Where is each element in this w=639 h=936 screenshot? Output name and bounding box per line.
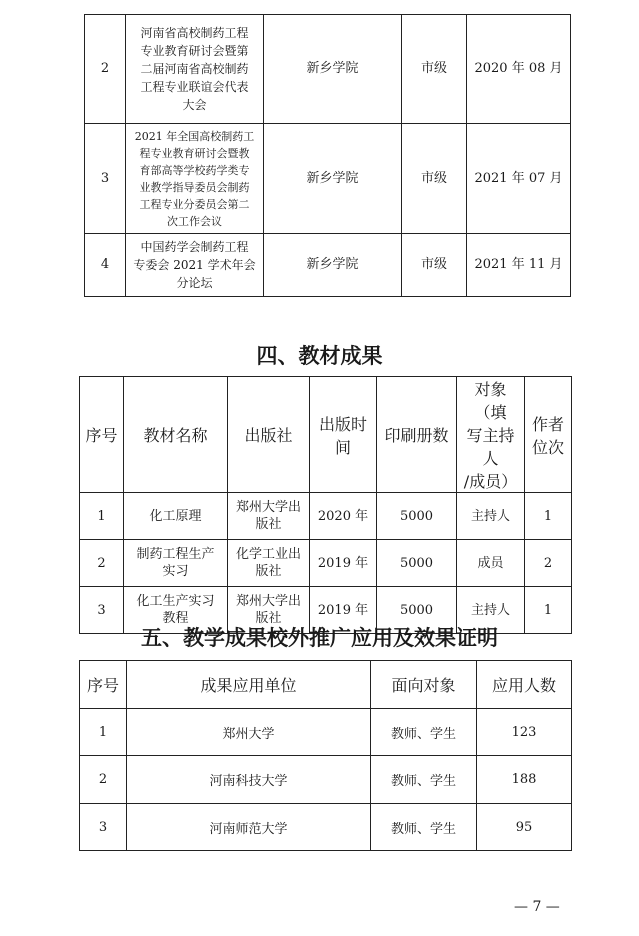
target-audience: 教师、学生	[371, 756, 477, 804]
host-unit: 新乡学院	[264, 124, 402, 234]
header-cell: 应用人数	[477, 661, 572, 709]
target-audience: 教师、学生	[371, 709, 477, 756]
author-rank: 1	[525, 587, 572, 634]
page-number: — 7 —	[514, 899, 560, 915]
promotion-table	[79, 660, 572, 851]
row-number: 1	[80, 709, 127, 756]
section-title-promotion: 五、教学成果校外推广应用及效果证明	[141, 625, 498, 650]
header-cell: 序号	[80, 661, 127, 709]
header-cell: 印刷册数	[377, 377, 457, 493]
header-cell: 序号	[80, 377, 124, 493]
author-rank: 2	[525, 540, 572, 587]
header-cell: 对象（填 写主持人 /成员）	[457, 377, 525, 493]
textbook-name: 制药工程生产 实习	[124, 540, 228, 587]
table-row	[85, 15, 571, 124]
application-unit: 郑州大学	[127, 709, 371, 756]
level: 市级	[402, 15, 467, 124]
date: 2020 年 08 月	[467, 15, 571, 124]
date: 2021 年 07 月	[467, 124, 571, 234]
textbook-name: 化工生产实习 教程	[124, 587, 228, 634]
user-count: 95	[477, 804, 572, 851]
role: 成员	[457, 540, 525, 587]
table-row	[80, 756, 572, 804]
publisher: 郑州大学出 版社	[228, 493, 310, 540]
row-number: 3	[80, 587, 124, 634]
conference-name: 河南省高校制药工程 专业教育研讨会暨第 二届河南省高校制药 工程专业联谊会代表 大会	[126, 15, 264, 124]
row-number: 4	[85, 234, 126, 297]
level: 市级	[402, 234, 467, 297]
table-header-row	[80, 661, 572, 709]
publish-year: 2020 年	[310, 493, 377, 540]
row-number: 3	[85, 124, 126, 234]
textbook-name: 化工原理	[124, 493, 228, 540]
application-unit: 河南科技大学	[127, 756, 371, 804]
header-cell: 作者 位次	[525, 377, 572, 493]
user-count: 123	[477, 709, 572, 756]
row-number: 2	[85, 15, 126, 124]
table-row	[85, 234, 571, 297]
user-count: 188	[477, 756, 572, 804]
table-header-row	[80, 377, 572, 493]
print-copies: 5000	[377, 493, 457, 540]
publish-year: 2019 年	[310, 540, 377, 587]
header-cell: 出版社	[228, 377, 310, 493]
role: 主持人	[457, 493, 525, 540]
author-rank: 1	[525, 493, 572, 540]
conference-name: 2021 年全国高校制药工 程专业教育研讨会暨教 育部高等学校药学类专 业教学指导委员会制药 工程专业分委员会第二 次工作会议	[126, 124, 264, 234]
conference-name: 中国药学会制药工程 专委会 2021 学术年会 分论坛	[126, 234, 264, 297]
role: 主持人	[457, 587, 525, 634]
date: 2021 年 11 月	[467, 234, 571, 297]
host-unit: 新乡学院	[264, 15, 402, 124]
conference-table	[84, 14, 571, 297]
table-row	[80, 709, 572, 756]
table-row	[80, 493, 572, 540]
row-number: 2	[80, 540, 124, 587]
host-unit: 新乡学院	[264, 234, 402, 297]
target-audience: 教师、学生	[371, 804, 477, 851]
table-row	[85, 124, 571, 234]
level: 市级	[402, 124, 467, 234]
table-row	[80, 540, 572, 587]
header-cell: 成果应用单位	[127, 661, 371, 709]
publish-year: 2019 年	[310, 587, 377, 634]
row-number: 1	[80, 493, 124, 540]
publisher: 化学工业出 版社	[228, 540, 310, 587]
section-title-textbooks: 四、教材成果	[256, 343, 383, 368]
table-row	[80, 804, 572, 851]
application-unit: 河南师范大学	[127, 804, 371, 851]
publisher: 郑州大学出 版社	[228, 587, 310, 634]
header-cell: 出版时间	[310, 377, 377, 493]
row-number: 3	[80, 804, 127, 851]
row-number: 2	[80, 756, 127, 804]
header-cell: 面向对象	[371, 661, 477, 709]
print-copies: 5000	[377, 587, 457, 634]
print-copies: 5000	[377, 540, 457, 587]
header-cell: 教材名称	[124, 377, 228, 493]
textbook-table	[79, 376, 572, 634]
